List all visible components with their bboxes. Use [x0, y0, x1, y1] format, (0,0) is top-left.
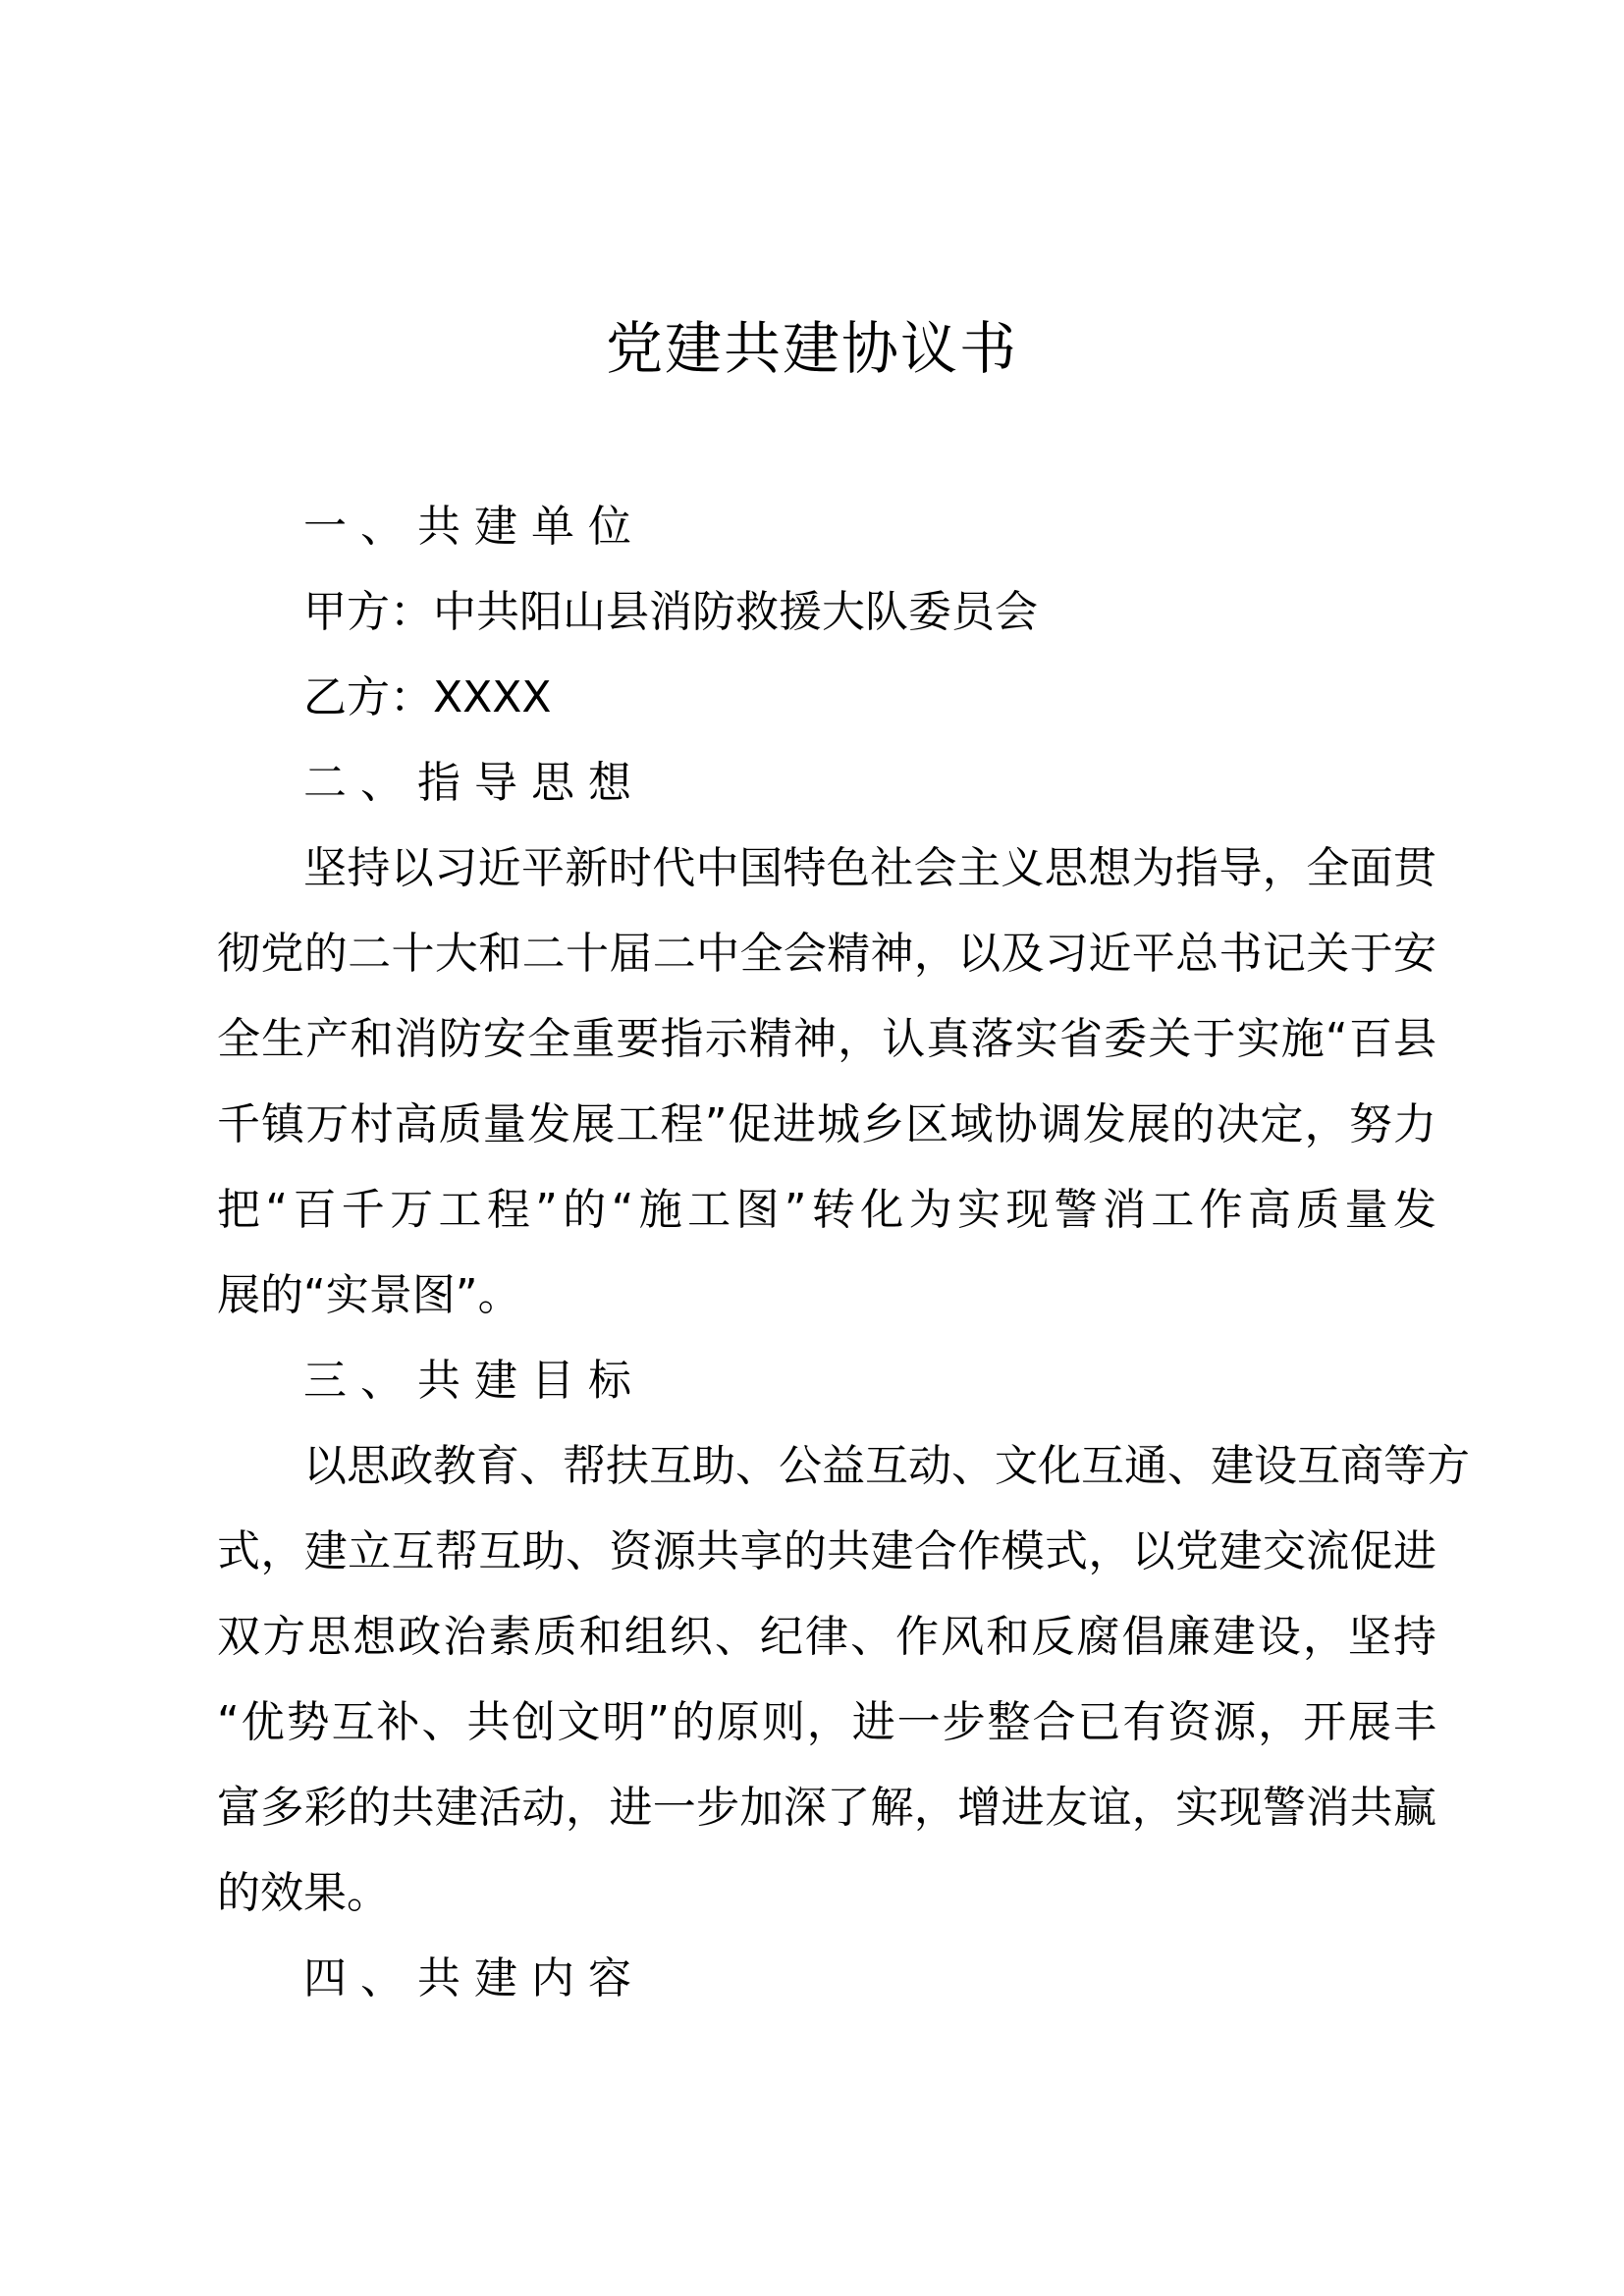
section-heading-goals: 三、共建目标 — [303, 1356, 645, 1406]
document-body — [217, 484, 1470, 2021]
document-title: 党建共建协议书 — [605, 315, 1018, 382]
paragraph-line: 千镇万村高质量发展工程”促进城乡区域协调发展的决定，努力 — [217, 1099, 1436, 1149]
section-heading-guiding-thought: 二、指导思想 — [303, 758, 645, 808]
section-heading-content: 四、共建内容 — [303, 1953, 645, 2003]
paragraph-line: 富多彩的共建活动，进一步加深了解，增进友谊，实现警消共赢 — [217, 1783, 1436, 1833]
paragraph-line: 以思政教育、帮扶互助、公益互动、文化互通、建设互商等方 — [303, 1441, 1470, 1491]
paragraph-line-last: 的效果。 — [217, 1868, 390, 1918]
party-a: 甲方：中共阳山县消防救援大队委员会 — [303, 587, 1038, 637]
paragraph-line: 式，建立互帮互助、资源共享的共建合作模式，以党建交流促进 — [217, 1526, 1436, 1576]
paragraph-line: “优势互补、共创文明”的原则，进一步整合已有资源，开展丰 — [217, 1697, 1436, 1747]
section-heading-units: 一、共建单位 — [303, 502, 645, 552]
paragraph-line: 彻党的二十大和二十届二中全会精神，以及习近平总书记关于安 — [217, 929, 1436, 979]
paragraph-line: 坚持以习近平新时代中国特色社会主义思想为指导，全面贯 — [303, 843, 1436, 893]
paragraph-line-last: 展的“实景图”。 — [217, 1270, 521, 1320]
paragraph-line: 全生产和消防安全重要指示精神，认真落实省委关于实施“百县 — [217, 1014, 1436, 1064]
party-b: 乙方：XXXX — [303, 672, 552, 722]
paragraph-line: 把“百千万工程”的“施工图”转化为实现警消工作高质量发 — [217, 1185, 1436, 1235]
paragraph-line: 双方思想政治素质和组织、纪律、作风和反腐倡廉建设，坚持 — [217, 1612, 1436, 1662]
